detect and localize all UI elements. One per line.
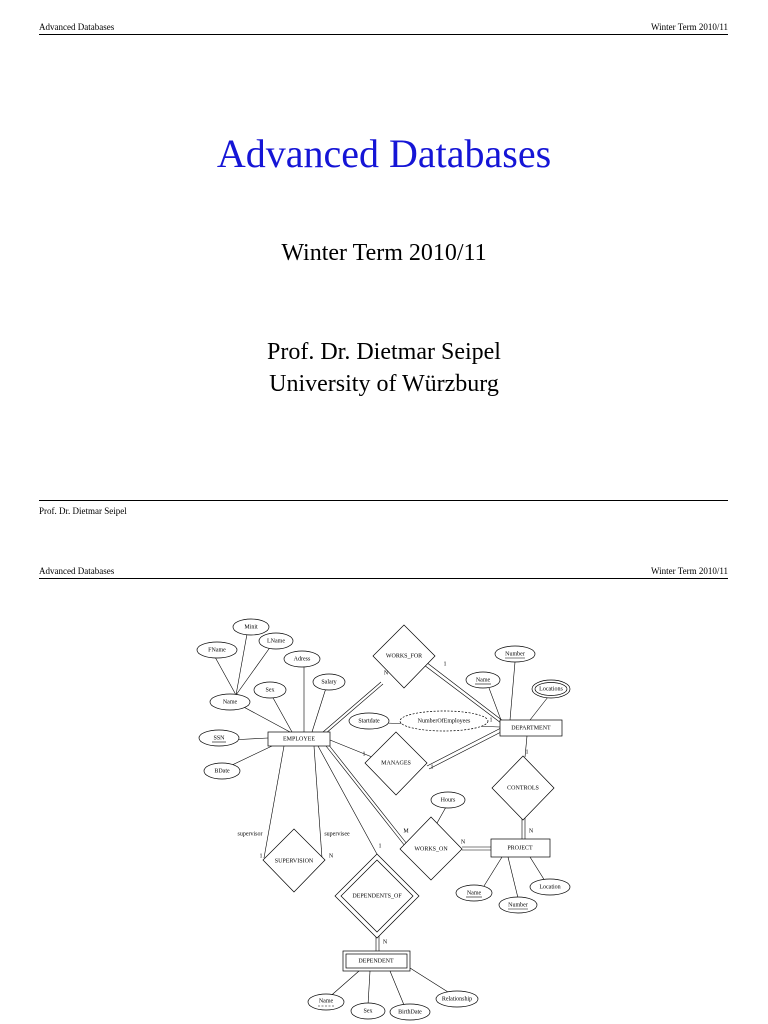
attr-number-of-employees: NumberOfEmployees [417,718,471,725]
attr-birthdate: BirthDate [398,1009,422,1016]
relationship-manages-label: MANAGES [381,760,411,767]
attr-proj-location: Location [539,884,561,891]
relationship-controls [492,756,554,820]
entity-department [500,720,562,736]
entity-dependent [343,951,410,971]
relationship-works-for [373,625,435,688]
relationship-supervision [263,829,325,892]
footer-rule [39,500,728,501]
attr-proj-name: Name [466,890,482,897]
role-supervisor: supervisor [237,831,263,838]
card-works-on-emp: M [403,828,409,835]
relationship-works-on [400,817,462,880]
card-nemp-mark: 1 [489,717,493,724]
attr-sex-emp: Sex [265,687,275,694]
attr-minit: Minit [244,624,258,631]
card-manages-dept: 1 [430,764,434,771]
relationship-works-for-label: WORKS_FOR [385,653,423,660]
author-university: University of Würzburg [269,371,499,397]
entity-employee [268,732,330,746]
relationship-dependents-of [335,854,419,938]
author-name: Prof. Dr. Dietmar Seipel [267,339,501,365]
author-block [0,336,768,400]
slide-2 [0,560,768,1024]
attr-dept-number: Number [505,651,525,658]
card-works-on-proj: N [460,839,466,846]
relationship-manages [362,732,427,795]
attr-name-emp: Name [222,699,238,706]
slide-header-left: Advanced Databases [39,22,115,32]
attr-locations: Locations [539,686,563,693]
attr-salary: Salary [321,679,337,686]
term-label: Winter Term 2010/11 [281,240,487,266]
attr-proj-number: Number [508,902,528,909]
attr-dep-sex: Sex [363,1008,373,1015]
attr-relationship: Relationship [441,996,473,1003]
attr-dept-name: Name [475,677,491,684]
card-works-for-emp: N [383,670,389,677]
attr-startdate: Startdate [358,718,380,725]
card-supervision-1: 1 [259,853,263,860]
card-supervision-n: N [328,853,334,860]
card-works-for-dept: 1 [443,661,447,668]
slide-title: Advanced Databases [216,131,552,176]
attr-bdate: BDate [214,768,230,775]
relationship-controls-label: CONTROLS [507,785,539,792]
slide-footer: Prof. Dr. Dietmar Seipel [39,506,127,516]
attr-fname: FName [208,647,226,654]
entity-project-label: PROJECT [507,845,533,852]
er-diagram [0,560,768,1024]
attr-adress: Adress [293,656,311,663]
attr-hours: Hours [440,797,456,804]
attr-lname: LName [267,638,285,645]
card-controls-dept: 1 [525,749,529,756]
card-dependents-dep: N [382,939,388,946]
entity-department-label: DEPARTMENT [511,725,551,732]
entity-employee-label: EMPLOYEE [283,736,315,743]
relationship-dependents-of-label: DEPENDENTS_OF [352,893,402,900]
relationship-works-on-label: WORKS_ON [414,846,448,853]
entity-dependent-label: DEPENDENT [358,958,394,965]
entity-project [491,839,550,857]
slide-header-right: Winter Term 2010/11 [651,22,728,32]
attr-dep-name: Name [318,998,334,1005]
attr-ssn: SSN [213,735,225,742]
role-supervisee: supervisee [324,831,350,838]
card-dependents-emp: 1 [378,843,382,850]
slide-header-left: Advanced Databases [39,566,115,576]
card-manages-emp: 1 [362,751,366,758]
card-controls-proj: N [528,828,534,835]
header-rule [39,34,728,35]
slide-header-right: Winter Term 2010/11 [651,566,728,576]
relationship-supervision-label: SUPERVISION [274,858,314,865]
